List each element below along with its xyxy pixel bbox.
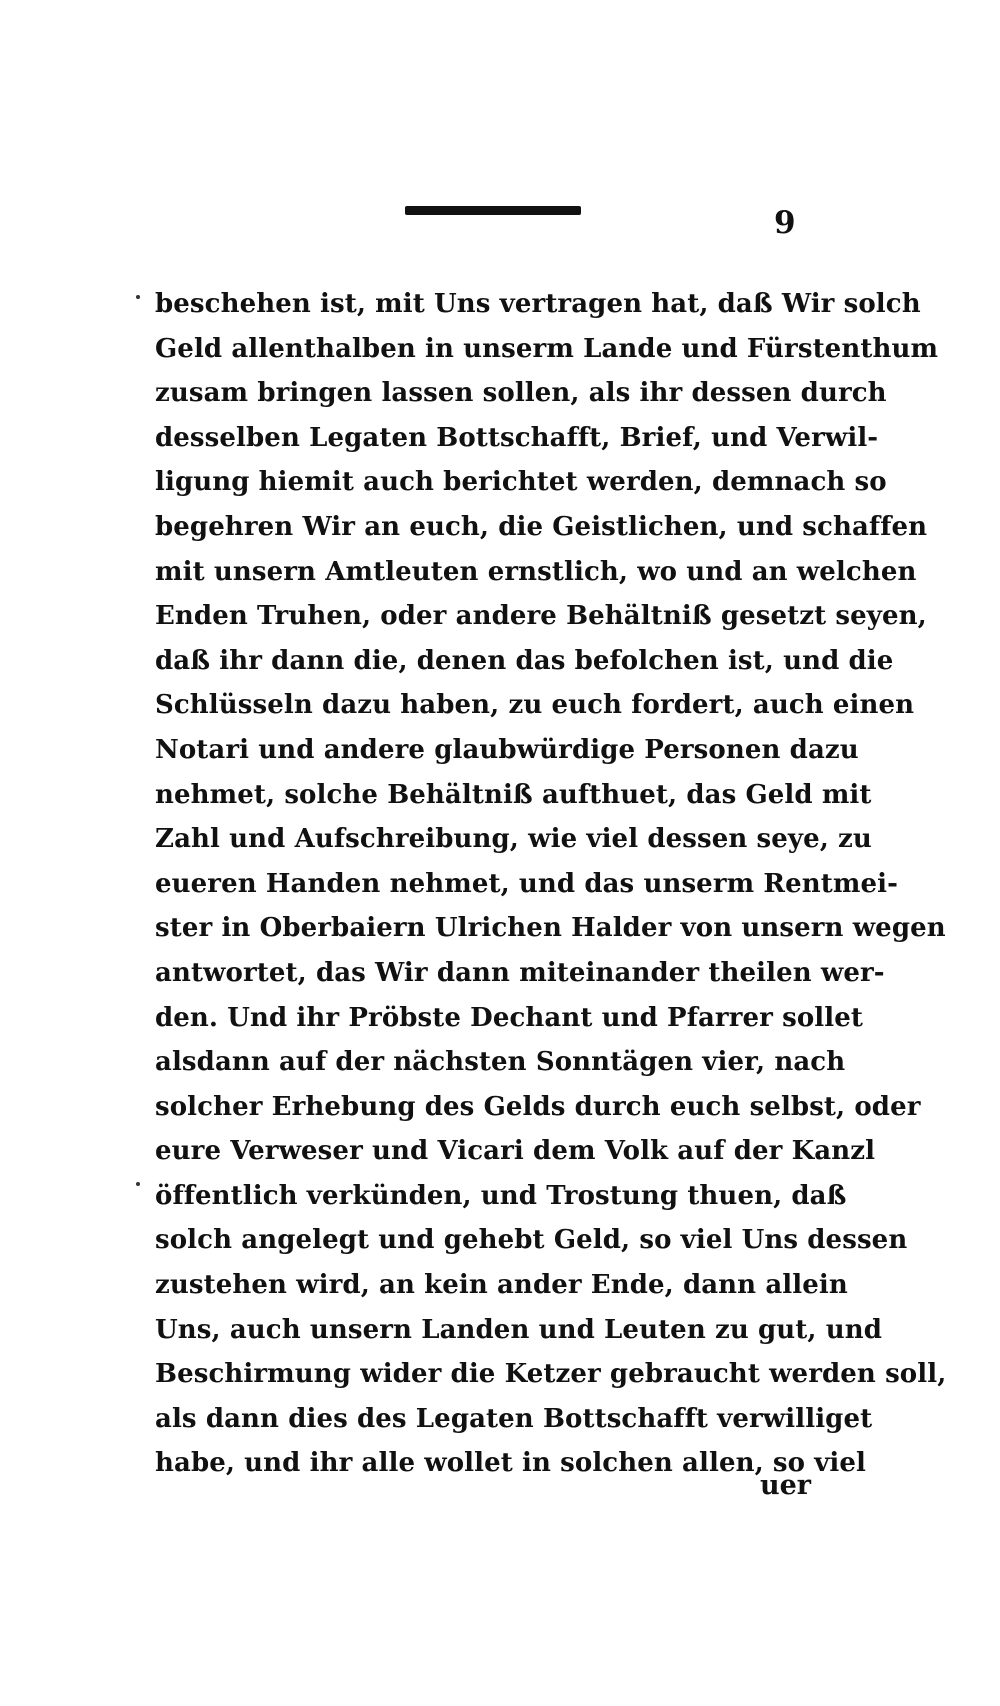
text-line: Geld allenthalben in unserm Lande und Fürstenthum: [155, 333, 939, 364]
text-line: alsdann auf der nächsten Sonntägen vier, nach: [155, 1047, 846, 1078]
catchword: uer: [760, 1470, 812, 1501]
text-line: beschehen ist, mit Uns vertragen hat, daß Wir solch: [155, 289, 921, 319]
text-line: solcher Erhebung des Gelds durch euch selbst, oder: [155, 1091, 921, 1122]
header-rule: [405, 206, 581, 215]
text-line: zustehen wird, an kein ander Ende, dann allein: [155, 1270, 848, 1301]
text-line: eueren Handen nehmet, und das unserm Rentmei-: [155, 868, 898, 899]
margin-speck: [136, 1182, 140, 1186]
text-line: ster in Oberbaiern Ulrichen Halder von unsern wegen: [155, 913, 946, 944]
text-line: zusam bringen lassen sollen, als ihr dessen durch: [155, 378, 887, 409]
text-line: ligung hiemit auch berichtet werden, demnach so: [155, 467, 887, 498]
text-line: Zahl und Aufschreibung, wie viel dessen seye, zu: [155, 824, 872, 855]
text-line: Schlüsseln dazu haben, zu euch fordert, auch einen: [155, 690, 915, 721]
page-number: 9: [774, 205, 796, 241]
text-line: nehmet, solche Behältniß aufthuet, das Geld mit: [155, 779, 872, 810]
text-line: desselben Legaten Bottschafft, Brief, und Verwil-: [155, 422, 879, 453]
text-line: Uns, auch unsern Landen und Leuten zu gut, und: [155, 1314, 882, 1345]
text-line: habe, und ihr alle wollet in solchen allen, so viel: [155, 1448, 867, 1479]
text-line: antwortet, das Wir dann miteinander theilen wer-: [155, 957, 885, 988]
text-line: eure Verweser und Vicari dem Volk auf der Kanzl: [155, 1136, 876, 1167]
body-text: [155, 282, 947, 1486]
text-line: begehren Wir an euch, die Geistlichen, und schaffen: [155, 511, 928, 542]
margin-speck: [136, 295, 140, 299]
text-line: Notari und andere glaubwürdige Personen dazu: [155, 734, 859, 765]
text-line: Enden Truhen, oder andere Behältniß gesetzt seyen,: [155, 601, 927, 632]
text-line: daß ihr dann die, denen das befolchen ist, und die: [155, 645, 894, 676]
text-line: Beschirmung wider die Ketzer gebraucht werden soll,: [155, 1359, 947, 1390]
text-line: solch angelegt und gehebt Geld, so viel Uns dessen: [155, 1225, 908, 1256]
text-line: den. Und ihr Pröbste Dechant und Pfarrer sollet: [155, 1002, 864, 1033]
text-line: als dann dies des Legaten Bottschafft verwilliget: [155, 1403, 873, 1434]
text-line: öffentlich verkünden, und Trostung thuen, daß: [155, 1180, 847, 1211]
text-line: mit unsern Amtleuten ernstlich, wo und an welchen: [155, 556, 917, 587]
